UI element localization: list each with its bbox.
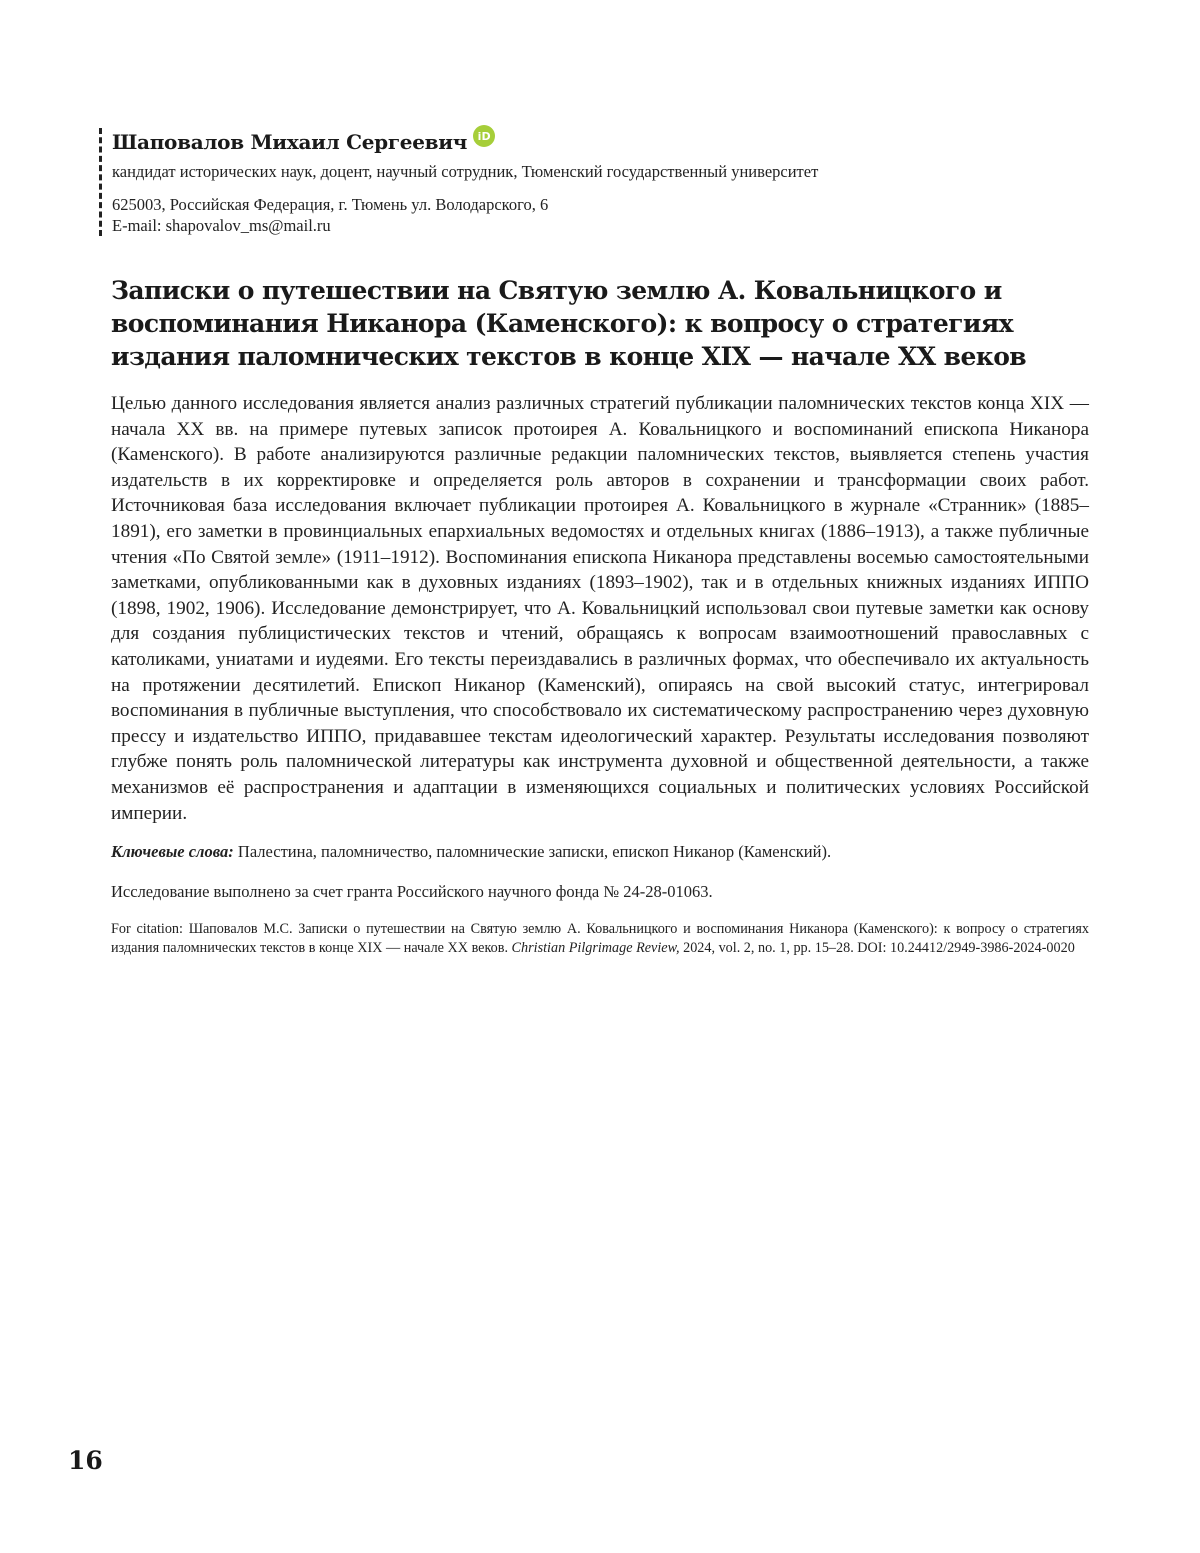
page-number: 16 (68, 1446, 103, 1475)
article-title: Записки о путешествии на Святую землю А. Ковальницкого и воспоминания Никанора (Каменского): к вопросу о стратегиях издания паломнических текстов в конце XIX — начале XX веков (111, 276, 1027, 371)
author-name: Шаповалов Михаил Сергеевич (112, 130, 468, 154)
orcid-icon[interactable]: iD (473, 125, 495, 147)
author-name-row (112, 128, 1102, 156)
citation-prefix: For citation: Шаповалов М.С. Записки о путешествии на Святую землю А. Ковальницкого и воспоминания Никанора (Каменского): к вопросу о стратегиях издания паломнических текстов в конце XIX — начале XX веков. (111, 921, 1089, 956)
keywords (111, 842, 1089, 862)
author-affiliation: кандидат исторических наук, доцент, научный сотрудник, Тюменский государственный университет (112, 162, 819, 181)
citation-journal: Christian Pilgrimage Review, (511, 940, 680, 956)
author-contacts (112, 194, 1102, 236)
grant-note: Исследование выполнено за счет гранта Российского научного фонда № 24-28-01063. (111, 882, 713, 901)
author-address: 625003, Российская Федерация, г. Тюмень ул. Володарского, 6 (112, 195, 549, 214)
citation (111, 920, 1089, 958)
citation-suffix: 2024, vol. 2, no. 1, pp. 15–28. DOI: 10.24412/2949-3986-2024-0020 (679, 940, 1075, 956)
author-block (99, 128, 1102, 236)
article-abstract: Целью данного исследования является анализ различных стратегий публикации паломнических текстов конца XIX — начала XX вв. на примере путевых записок протоирея А. Ковальницкого и воспоминаний епископа Никанора (Каменского). В работе анализируются различные редакции паломнических текстов, выявляется степень участия издательств в их корректировке и определяется роль авторов в сохранении и трансформации своих работ. Источниковая база исследования включает публикации протоирея А. Ковальницкого в журнале «Странник» (1885–1891), его заметки в провинциальных епархиальных ведомостях и отдельных книгах (1886–1913), а также публичные чтения «По Святой земле» (1911–1912). Воспоминания епископа Никанора представлены восемью самостоятельными заметками, опубликованными как в духовных изданиях (1893–1902), так и в отдельных книжных изданиях ИППО (1898, 1902, 1906). Исследование демонстрирует, что А. Ковальницкий использовал свои путевые заметки как основу для создания публицистических текстов и чтений, обращаясь к вопросам взаимоотношений православных с католиками, униатами и иудеями. Его тексты переиздавались в различных формах, что обеспечивало их актуальность на протяжении десятилетий. Епископ Никанор (Каменский), опираясь на свой высокий статус, интегрировал воспоминания в публичные выступления, что способствовало их систематическому распространению через духовную прессу и издательство ИППО, придававшее текстам идеологический характер. Результаты исследования позволяют глубже понять роль паломнической литературы как инструмента духовной и общественной деятельности, а также механизмов её распространения и адаптации в изменяющихся социальных и политических условиях Российской империи. (111, 393, 1089, 824)
keywords-text: Палестина, паломничество, паломнические записки, епископ Никанор (Каменский). (233, 842, 832, 861)
keywords-label: Ключевые слова: (111, 842, 234, 861)
author-email: E-mail: shapovalov_ms@mail.ru (112, 216, 331, 235)
